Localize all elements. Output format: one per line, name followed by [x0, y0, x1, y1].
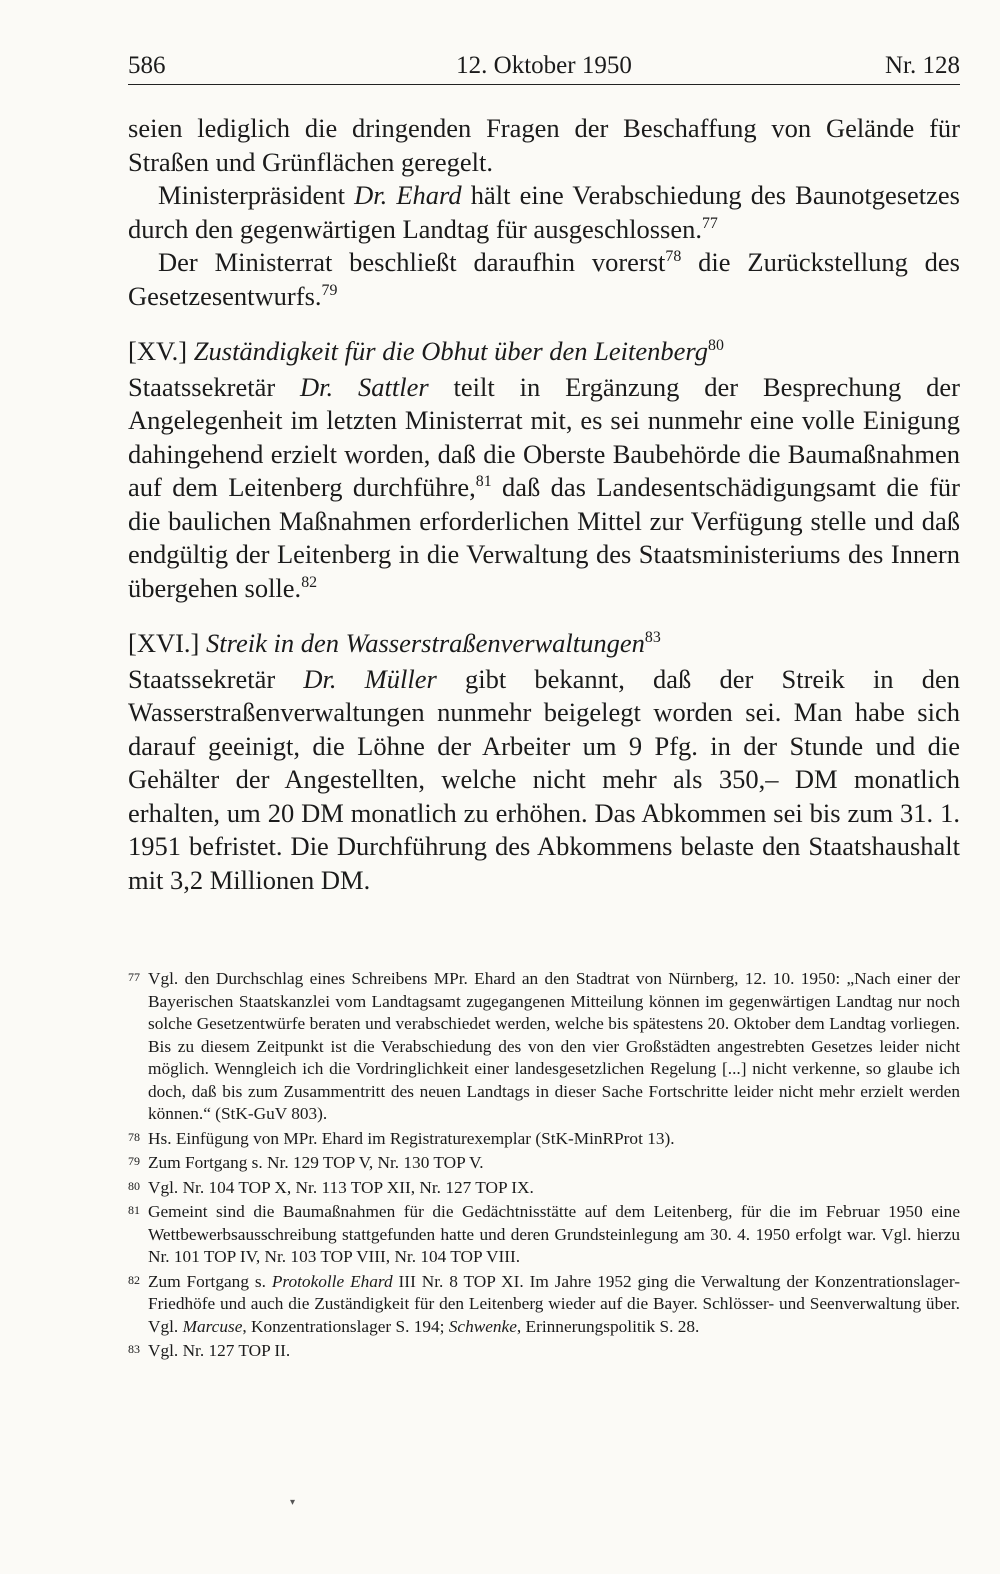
paragraph: Staatssekretär Dr. Sattler teilt in Ergänzung der Besprechung der Angelegenheit im letzten Ministerrat mit, es sei nunmehr eine volle Einigung dahingehend erzielt worden, daß die Oberste Baubehörde die Baumaßnahmen auf dem Leitenberg durchführe,$^{81}$ daß das Landesentschädigungsamt die für die baulichen Maßnahmen erforderlichen Mittel zur Verfügung stelle und daß endgültig der Leitenberg in die Verwaltung des Staatsministeriums des Innern übergehen solle.$^{82}$	[128, 371, 961, 603]
footnote-81: 81 Gemeint sind die Baumaßnahmen für die Gedächtnisstätte auf dem Leitenberg, für die im Februar 1950 eine Wettbewerbsausschreibung stattgefunden hatte und deren Grundsteinlegung am 30. 4. 1950 erfolgt war. Vgl. hierzu Nr. 101 TOP IV, Nr. 103 TOP VIII, Nr. 104 TOP VIII.	[128, 1202, 960, 1266]
footnote-78: 78 Hs. Einfügung von MPr. Ehard im Registraturexemplar (StK-MinRProt 13).	[128, 1128, 675, 1148]
footnote-79: 79 Zum Fortgang s. Nr. 129 TOP V, Nr. 130 TOP V.	[128, 1153, 484, 1172]
person-name: Dr. Müller	[303, 663, 437, 694]
paragraph: Der Ministerrat beschließt daraufhin vorerst$^{78}$ die Zurückstellung des Gesetzesentwurfs.$^{79}$	[128, 247, 960, 311]
person-name: Dr. Sattler	[300, 371, 429, 402]
footnote-83: 83 Vgl. Nr. 127 TOP II.	[128, 1341, 291, 1360]
header-date: 12. Oktober 1950	[456, 52, 632, 79]
footnote-ref[interactable]: 79	[321, 281, 338, 299]
footnote-ref[interactable]: 77	[701, 214, 718, 232]
paragraph: Ministerpräsident Dr. Ehard hält eine Verabschiedung des Baunotgesetzes durch den gegenwärtigen Landtag für ausgeschlossen.$^{77}$	[128, 180, 960, 244]
footnote-77: 77 Vgl. den Durchschlag eines Schreibens MPr. Ehard an den Stadtrat von Nürnberg, 12. 10. 1950: „Nach einer der Bayerischen Staatskanzlei vom Landtagsamt zugegangenen Mitteilung können im gegenwärtigen Landtag nur noch solche Gesetzentwürfe beraten und verabschiedet werden, welche bis spätestens 20. Oktober dem Landtag vorliegen. Bis zu diesem Zeitpunkt ist die Verabschiedung des von den vier Großstädten angestrebten Gesetzes leider nicht möglich. Wenngleich ich die Vordringlichkeit einer landesgesetzlichen Regelung [...] nicht verkenne, so glaube ich doch, daß bis zum Zusammentritt des neuen Landtags in dieser Sache Fortschritte leider nicht mehr erzielt werden können.“ (StK-GuV 803).	[128, 969, 960, 1123]
section-heading-xvi: [XVI.] Streik in den Wasserstraßenverwaltungen$^{83}$	[128, 628, 661, 658]
footnote-ref[interactable]: 82	[301, 573, 318, 591]
page-number: 586	[128, 52, 166, 79]
footnote-ref[interactable]: 80	[708, 337, 724, 355]
person-name: Dr. Ehard	[354, 180, 462, 210]
footnote-82: 82 Zum Fortgang s. Protokolle Ehard III Nr. 8 TOP XI. Im Jahre 1952 ging die Verwaltung der Konzentrationslager-Friedhöfe und auch die Zuständigkeit für den Leitenberg wieder auf die Bayer. Schlösser- und Seenverwaltung über. Vgl. Marcuse, Konzentrationslager S. 194; Schwenke, Erinnerungspolitik S. 28.	[128, 1271, 960, 1336]
footnote-ref[interactable]: 83	[644, 629, 661, 647]
section-heading-xv: [XV.] Zuständigkeit für die Obhut über den Leitenberg$^{80}$	[128, 336, 724, 366]
paragraph: seien lediglich die dringenden Fragen der Beschaffung von Gelände für Straßen und Grünflächen geregelt.	[128, 113, 960, 177]
footnote-ref[interactable]: 81	[475, 473, 492, 491]
paragraph: Staatssekretär Dr. Müller gibt bekannt, daß der Streik in den Wasserstraßenverwaltungen nunmehr beigelegt worden sei. Man habe sich darauf geeinigt, die Löhne der Arbeiter um 9 Pfg. in der Stunde und die Gehälter der Angestellten, welche nicht mehr als 350,– DM monatlich erhalten, um 20 DM monatlich zu erhöhen. Das Abkommen sei bis zum 31. 1. 1951 befristet. Die Durchführung des Abkommens belaste den Staatshaushalt mit 3,2 Millionen DM.	[128, 663, 960, 895]
footnotes	[128, 968, 960, 1365]
page-header	[128, 48, 960, 85]
footnote-ref[interactable]: 78	[665, 248, 682, 266]
protocol-number: Nr. 128	[885, 52, 960, 79]
footnote-80: 80 Vgl. Nr. 104 TOP X, Nr. 113 TOP XII, Nr. 127 TOP IX.	[128, 1177, 534, 1197]
printer-mark: ▾	[290, 1497, 296, 1508]
main-text	[128, 112, 960, 897]
